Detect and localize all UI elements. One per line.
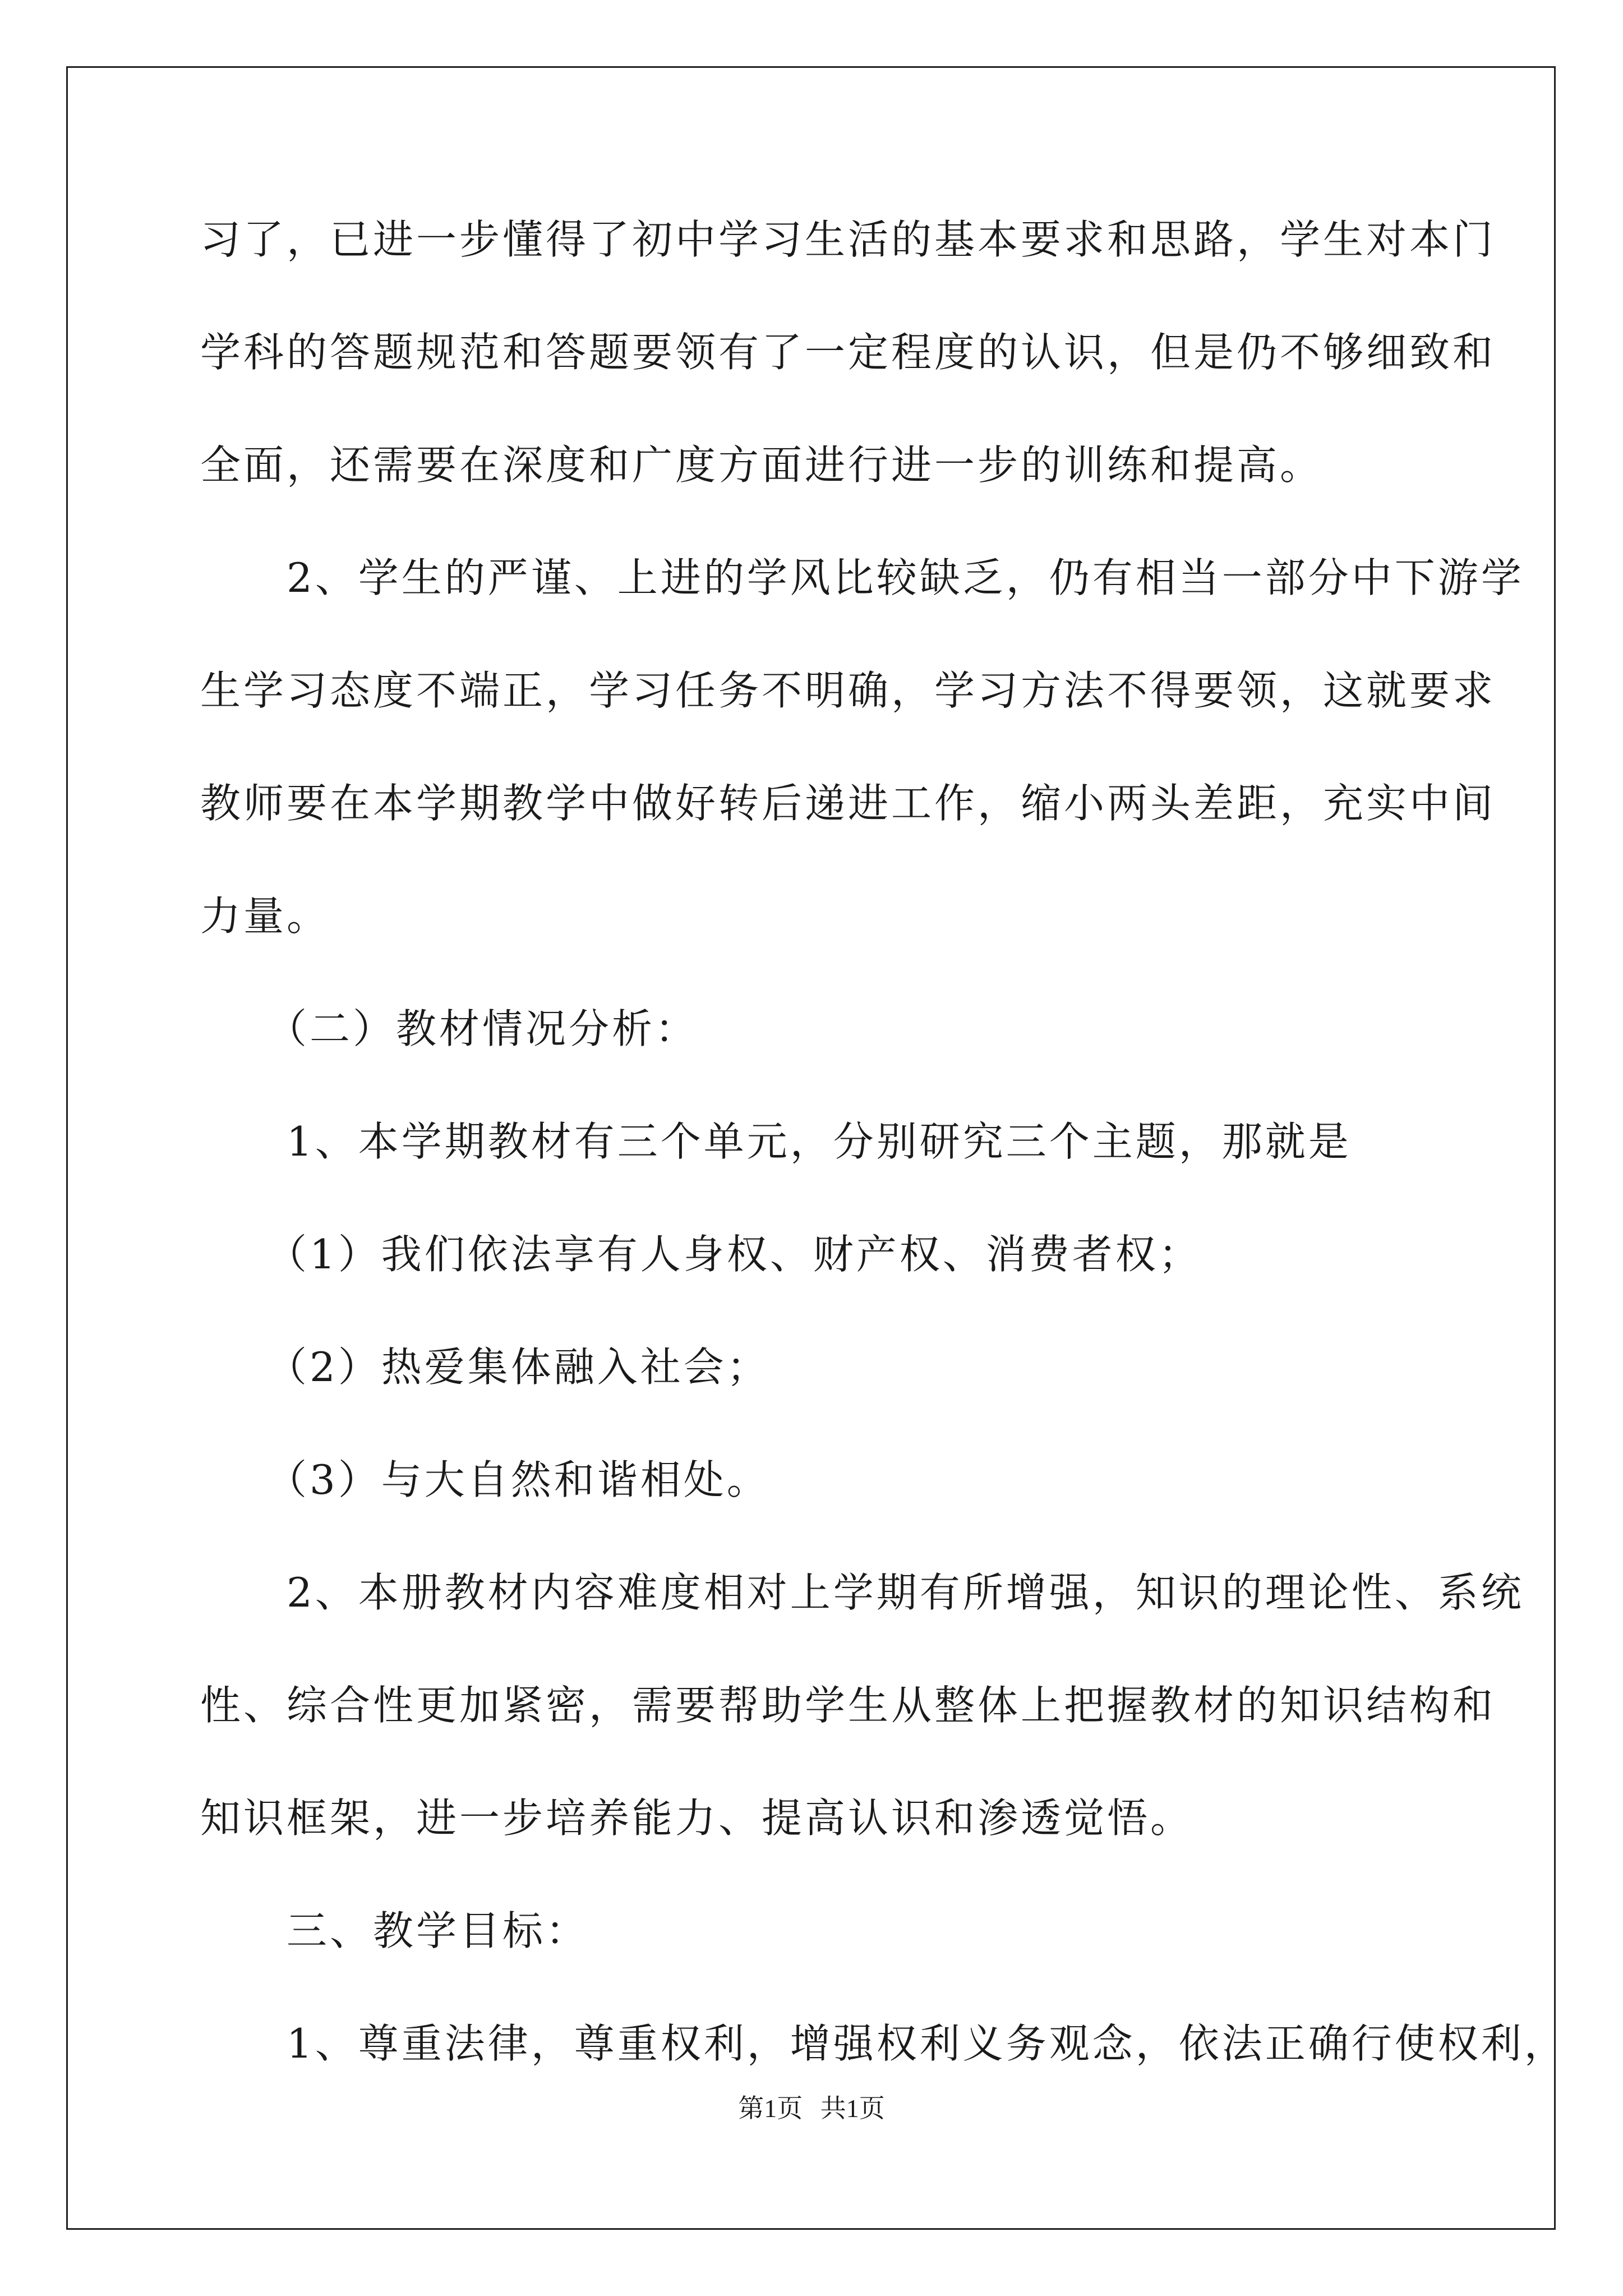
text-line: 知识框架，进一步培养能力、提高认识和渗透觉悟。	[200, 1795, 1194, 1842]
list-item: （1）我们依法享有人身权、财产权、消费者权；	[200, 1231, 1202, 1278]
document-body	[200, 211, 1567, 2128]
page-footer	[0, 2088, 1623, 2125]
text-line: 力量。	[200, 892, 330, 940]
text-line: 2、本册教材内容难度相对上学期有所增强，知识的理论性、系统	[200, 1569, 1524, 1616]
section-heading: 三、教学目标：	[200, 1907, 589, 1954]
text-line: 学科的答题规范和答题要领有了一定程度的认识，但是仍不够细致和	[200, 329, 1496, 376]
section-heading: （二）教材情况分析：	[200, 1005, 699, 1052]
text-line: 全面，还需要在深度和广度方面进行进一步的训练和提高。	[200, 441, 1324, 489]
text-line: 1、本学期教材有三个单元，分别研究三个主题，那就是	[200, 1118, 1352, 1165]
text-line: 生学习态度不端正，学习任务不明确，学习方法不得要领，这就要求	[200, 667, 1496, 714]
page-number: 第1页	[738, 2094, 803, 2123]
list-item: （3）与大自然和谐相处。	[200, 1456, 770, 1503]
text-line: 教师要在本学期教学中做好转后递进工作，缩小两头差距，充实中间	[200, 780, 1496, 827]
text-line: 习了，已进一步懂得了初中学习生活的基本要求和思路，学生对本门	[200, 216, 1496, 263]
text-line: 性、综合性更加紧密，需要帮助学生从整体上把握教材的知识结构和	[200, 1682, 1496, 1729]
text-line: 1、尊重法律，尊重权利，增强权利义务观念，依法正确行使权利，	[200, 2020, 1567, 2067]
text-line: 2、学生的严谨、上进的学风比较缺乏，仍有相当一部分中下游学	[200, 554, 1524, 601]
page-total: 共1页	[820, 2094, 885, 2123]
list-item: （2）热爱集体融入社会；	[200, 1343, 770, 1391]
